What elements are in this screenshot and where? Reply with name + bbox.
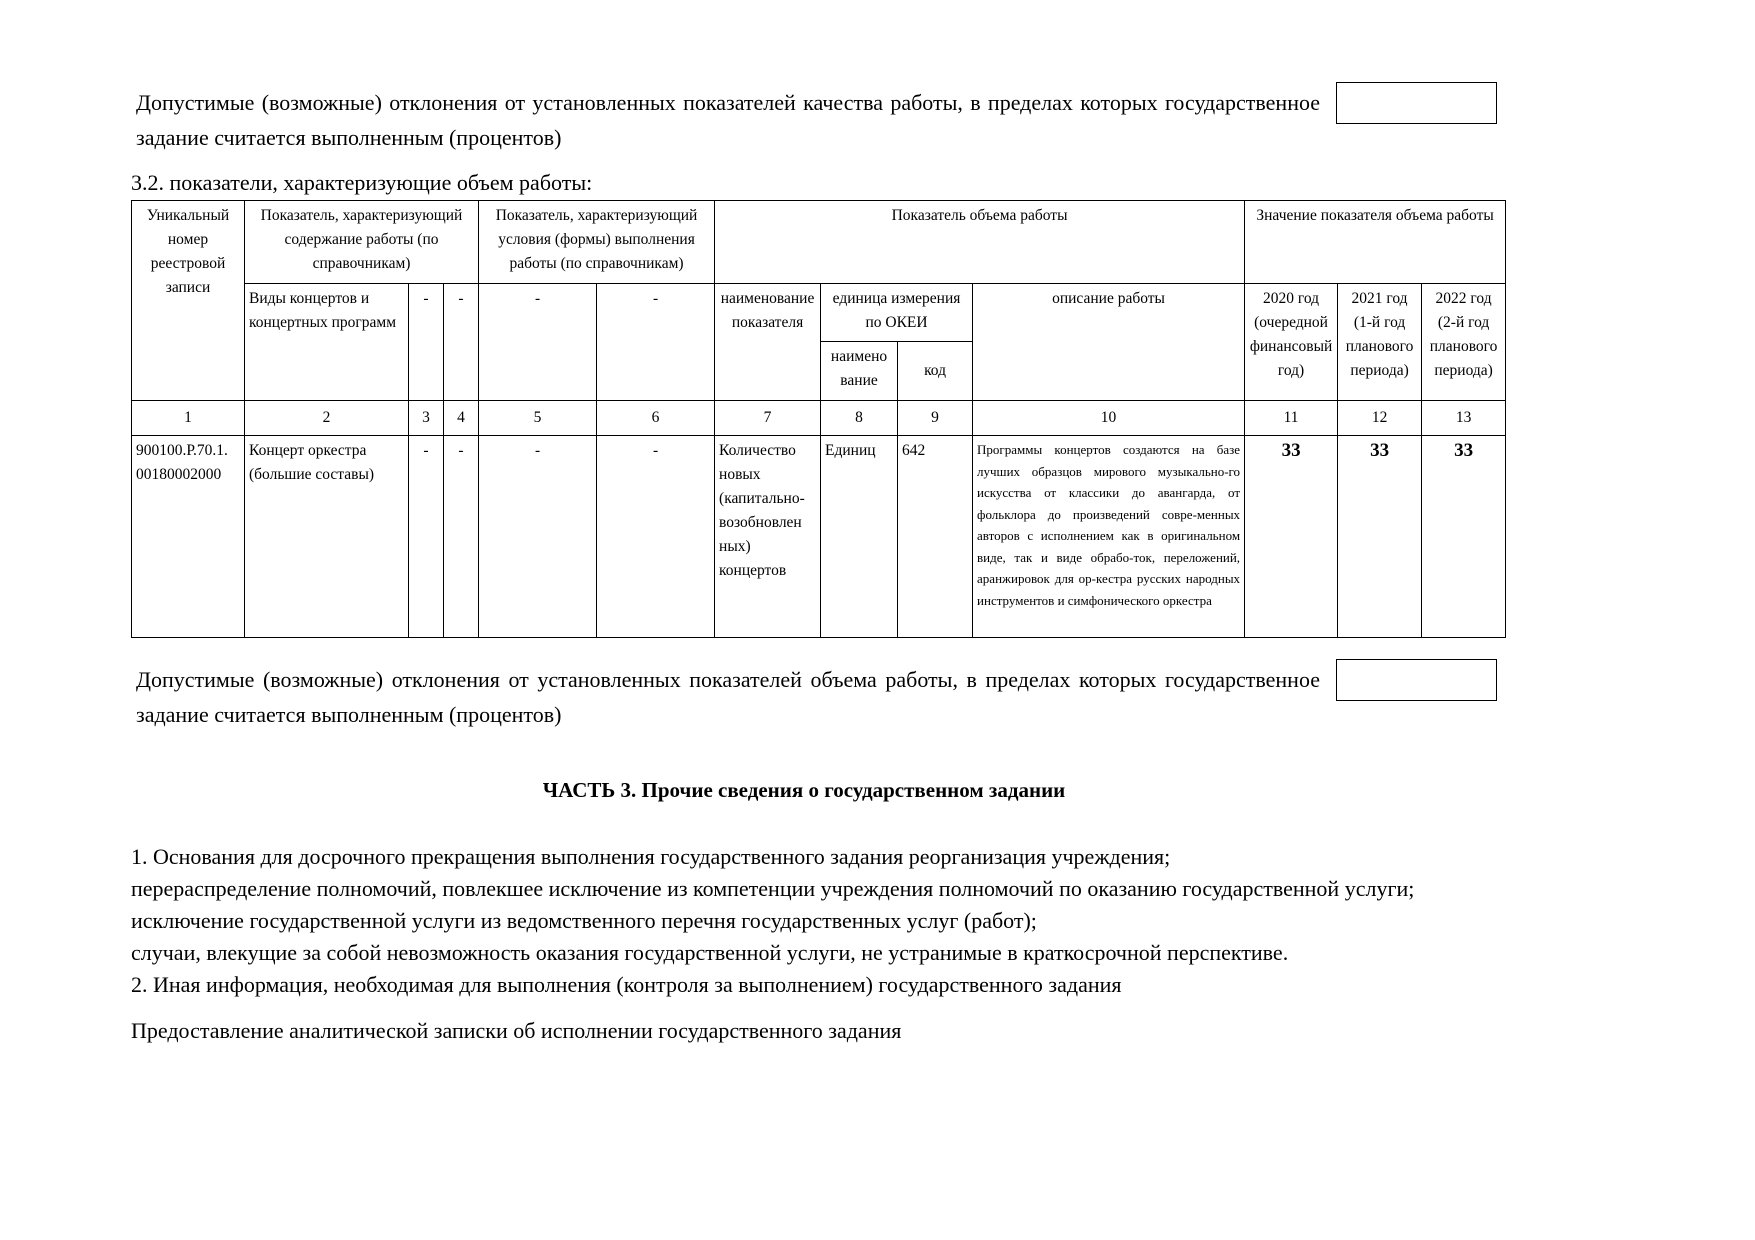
volume-deviation-value-box[interactable] (1336, 659, 1497, 701)
header-unit: единица измерения по ОКЕИ (821, 284, 973, 342)
row-unique-number: 900100.Р.70.1. 00180002000 (132, 436, 245, 638)
row-col6: - (597, 436, 715, 638)
column-number: 7 (715, 401, 821, 436)
header-year-2021: 2021 год (1-й год планового периода) (1338, 284, 1422, 401)
header-year-2022: 2022 год (2-й год планового периода) (1422, 284, 1506, 401)
header-year-2020: 2020 год (очередной финансовый год) (1245, 284, 1338, 401)
column-numbers-row (132, 401, 1506, 436)
row-unit-name: Единиц (821, 436, 898, 638)
list-item: случаи, влекущие за собой невозможность оказания государственной услуги, не устранимые в краткосрочной перспективе. (131, 940, 1289, 965)
row-value-2021: 33 (1338, 436, 1422, 638)
table-row (132, 436, 1506, 638)
section-title: 3.2. показатели, характеризующие объем работы: (131, 170, 593, 195)
header-unique-number: Уникальный номер реестровой записи (132, 201, 245, 401)
quality-deviation-value-box[interactable] (1336, 82, 1497, 124)
footer-text: Предоставление аналитической записки об исполнении государственного задания (131, 1018, 902, 1043)
row-value-2022: 33 (1422, 436, 1506, 638)
other-info-list (131, 841, 1631, 1001)
list-item: перераспределение полномочий, повлекшее исключение из компетенции учреждения полномочий по оказанию государственной услуги; (131, 876, 1415, 901)
row-col3: - (409, 436, 444, 638)
column-number: 11 (1245, 401, 1338, 436)
row-unit-code: 642 (898, 436, 973, 638)
table-subheader-row (132, 284, 1506, 342)
column-number: 3 (409, 401, 444, 436)
column-number: 8 (821, 401, 898, 436)
table-header-row (132, 201, 1506, 284)
row-work-description: Программы концертов создаются на базе лучших образцов мирового музыкально-го искусства от классики до авангарда, от фольклора до произведений совре-менных авторов с исполнением как в оригинальном виде, так и виде обрабо-ток, переложений, аранжировок для ор-кестра русских народных инструментов и симфонического оркестра (973, 436, 1245, 638)
part-title: ЧАСТЬ 3. Прочие сведения о государственном задании (542, 778, 1066, 802)
volume-deviation-text: Допустимые (возможные) отклонения от установленных показателей объема работы, в пределах которых государственное задание считается выполненным (процентов) (136, 667, 1320, 727)
row-col4: - (444, 436, 479, 638)
row-value-2020: 33 (1245, 436, 1338, 638)
header-unit-name: наимено вание (821, 342, 898, 401)
column-number: 9 (898, 401, 973, 436)
header-col4-dash: - (444, 284, 479, 401)
header-content-indicator: Показатель, характеризующий содержание работы (по справочникам) (245, 201, 479, 284)
column-number: 12 (1338, 401, 1422, 436)
list-item: 1. Основания для досрочного прекращения выполнения государственного задания реорганизация учреждения; (131, 844, 1171, 869)
column-number: 1 (132, 401, 245, 436)
header-conditions-indicator: Показатель, характеризующий условия (формы) выполнения работы (по справочникам) (479, 201, 715, 284)
column-number: 2 (245, 401, 409, 436)
list-item: исключение государственной услуги из ведомственного перечня государственных услуг (работ); (131, 908, 1037, 933)
header-col5-dash: - (479, 284, 597, 401)
header-content-kind: Виды концертов и концертных программ (245, 284, 409, 401)
header-work-description: описание работы (973, 284, 1245, 401)
row-col5: - (479, 436, 597, 638)
header-unit-code: код (898, 342, 973, 401)
column-number: 4 (444, 401, 479, 436)
list-item: 2. Иная информация, необходимая для выполнения (контроля за выполнением) государственного задания (131, 972, 1122, 997)
header-volume-value: Значение показателя объема работы (1245, 201, 1506, 284)
quality-deviation-text: Допустимые (возможные) отклонения от установленных показателей качества работы, в пределах которых государственное задание считается выполненным (процентов) (136, 90, 1320, 150)
row-content-kind: Концерт оркестра (большие составы) (245, 436, 409, 638)
header-volume-indicator: Показатель объема работы (715, 201, 1245, 284)
column-number: 10 (973, 401, 1245, 436)
column-number: 5 (479, 401, 597, 436)
column-number: 13 (1422, 401, 1506, 436)
row-indicator-name: Количество новых (капитально-возобновлен ных) концертов (715, 436, 821, 638)
header-indicator-name: наименование показателя (715, 284, 821, 401)
header-col6-dash: - (597, 284, 715, 401)
header-col3-dash: - (409, 284, 444, 401)
work-volume-table (131, 200, 1506, 638)
column-number: 6 (597, 401, 715, 436)
